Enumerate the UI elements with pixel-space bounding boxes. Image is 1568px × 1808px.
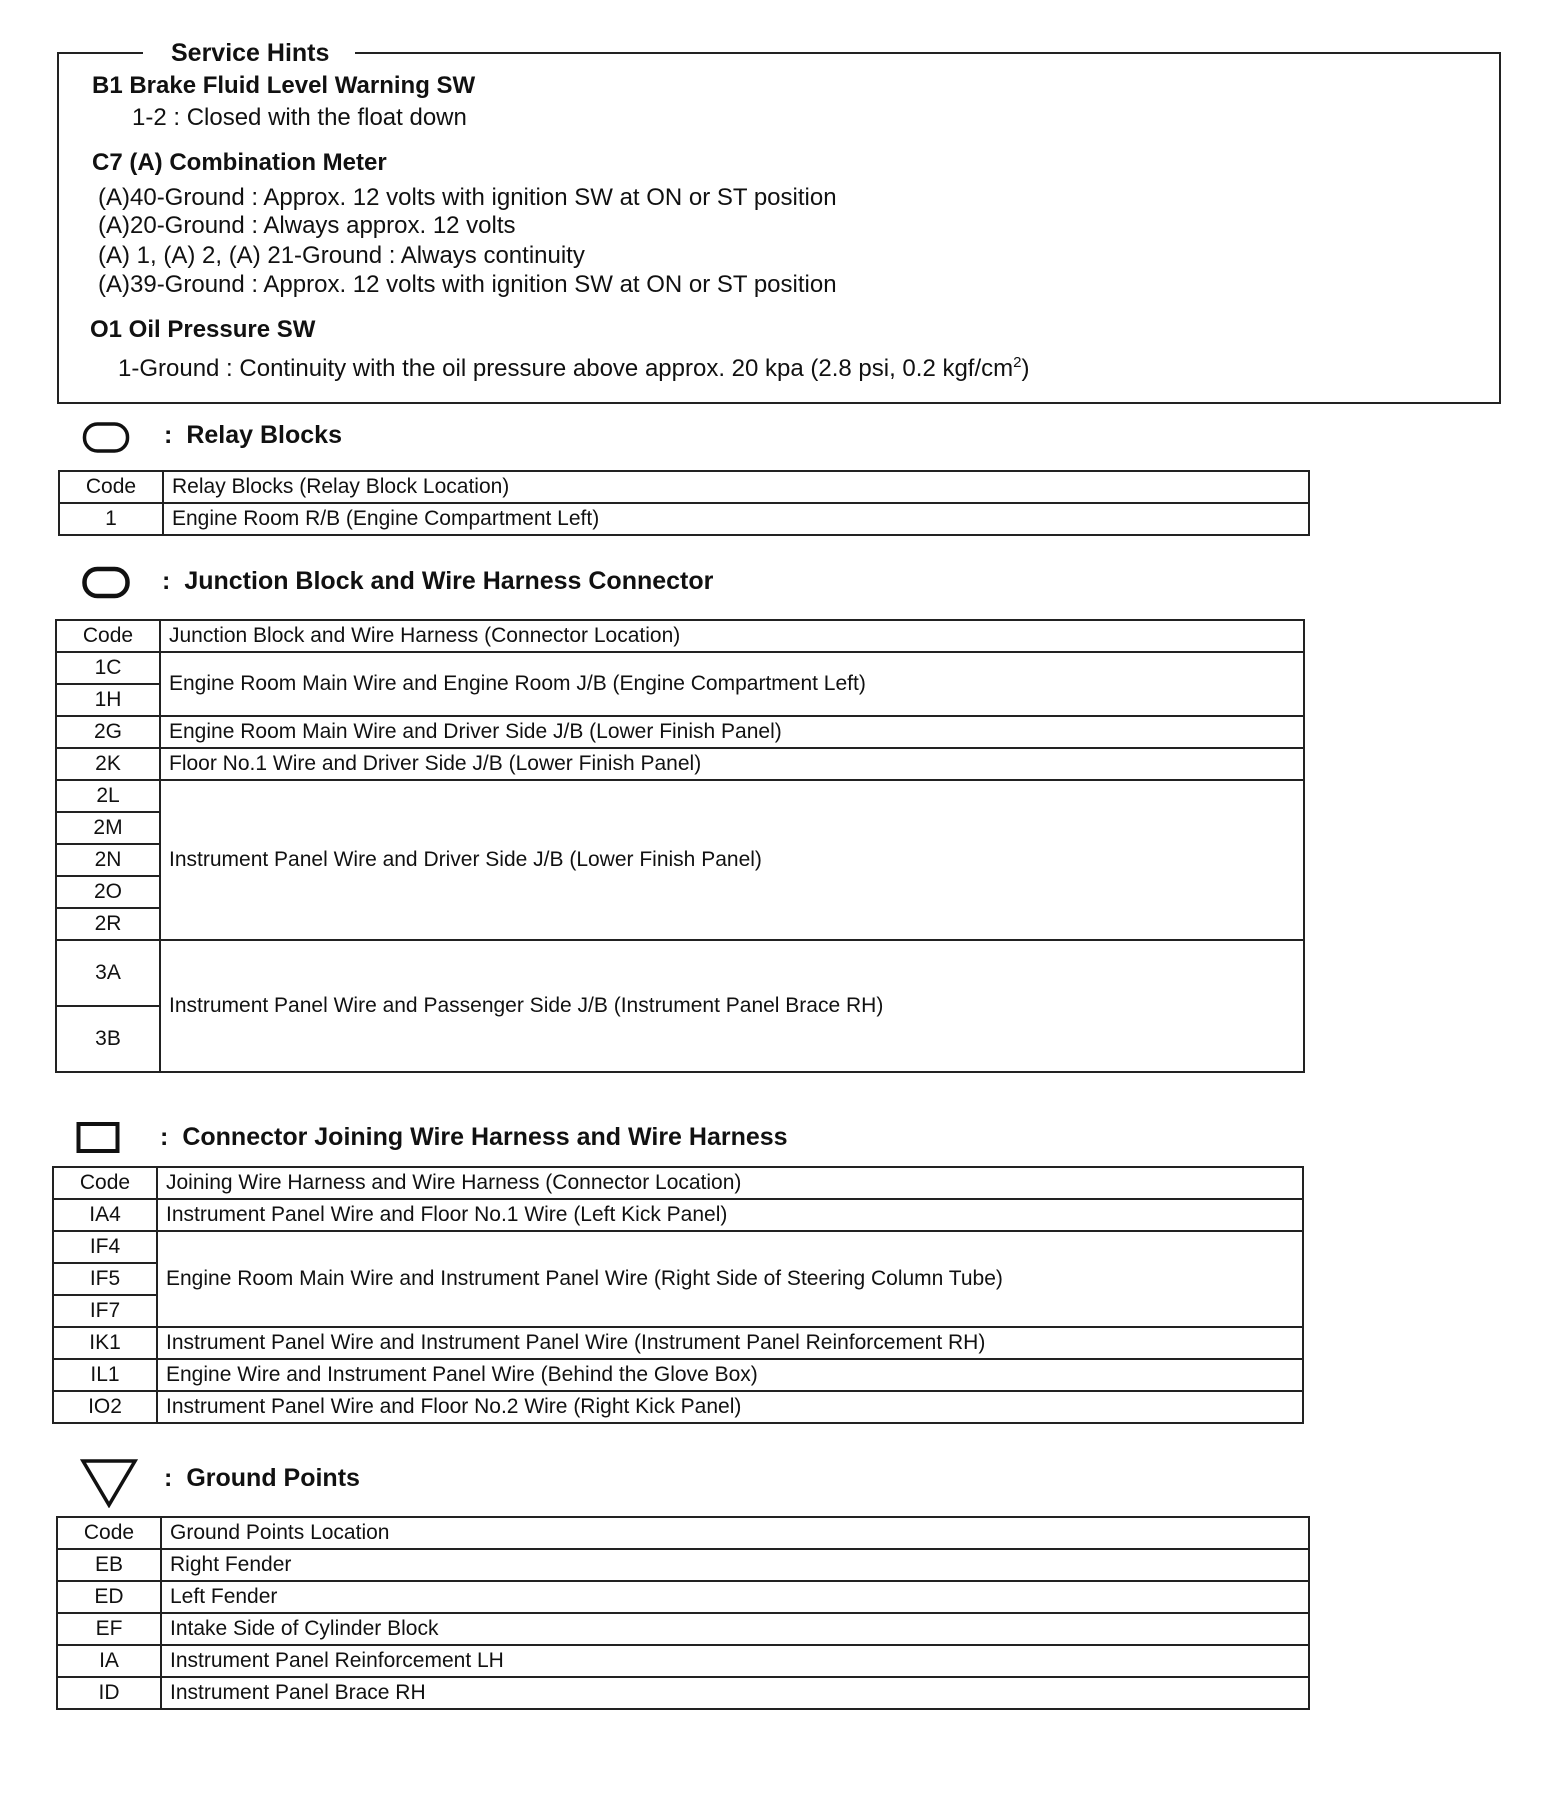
connector-table <box>52 1166 1304 1424</box>
table-row <box>56 652 1304 684</box>
hint-o1-superscript: 2 <box>1013 354 1022 371</box>
row-code: IF4 <box>53 1231 157 1263</box>
header-code: Code <box>59 471 163 503</box>
table-row <box>53 1231 1303 1263</box>
table-row <box>57 1613 1309 1645</box>
connector-title: Connector Joining Wire Harness and Wire Harness <box>182 1123 788 1151</box>
row-location: Engine Wire and Instrument Panel Wire (Behind the Glove Box) <box>157 1359 1303 1391</box>
row-code: 3B <box>56 1006 160 1072</box>
row-location: Floor No.1 Wire and Driver Side J/B (Lower Finish Panel) <box>160 748 1304 780</box>
header-code: Code <box>56 620 160 652</box>
table-row <box>53 1359 1303 1391</box>
row-code: IK1 <box>53 1327 157 1359</box>
row-code: 2G <box>56 716 160 748</box>
row-location: Instrument Panel Wire and Passenger Side J/B (Instrument Panel Brace RH) <box>160 940 1304 1072</box>
junction-block-heading <box>162 566 713 596</box>
junction-block-colon: : <box>162 567 171 595</box>
hint-c7-line-1: (A)40-Ground : Approx. 12 volts with ignition SW at ON or ST position <box>98 184 837 211</box>
hint-b1-heading: B1 Brake Fluid Level Warning SW <box>92 72 476 99</box>
table-row <box>57 1645 1309 1677</box>
junction-block-symbol-icon <box>82 566 132 600</box>
connector-heading <box>160 1122 788 1152</box>
connector-colon: : <box>160 1123 169 1151</box>
table-row <box>56 748 1304 780</box>
row-location: Engine Room Main Wire and Instrument Panel Wire (Right Side of Steering Column Tube) <box>157 1231 1303 1327</box>
row-code: 1H <box>56 684 160 716</box>
row-code: IF5 <box>53 1263 157 1295</box>
table-row <box>53 1199 1303 1231</box>
row-location: Engine Room Main Wire and Driver Side J/B (Lower Finish Panel) <box>160 716 1304 748</box>
row-code: 1 <box>59 503 163 535</box>
ground-point-symbol-icon <box>80 1458 138 1508</box>
relay-block-symbol-icon <box>82 421 132 455</box>
row-code: IA <box>57 1645 161 1677</box>
table-row <box>56 940 1304 1006</box>
connector-symbol-icon <box>76 1121 122 1155</box>
ground-points-colon: : <box>164 1464 173 1492</box>
row-code: 2R <box>56 908 160 940</box>
table-header-row <box>53 1167 1303 1199</box>
relay-blocks-title: Relay Blocks <box>186 421 342 449</box>
table-header-row <box>59 471 1309 503</box>
row-location: Engine Room Main Wire and Engine Room J/B (Engine Compartment Left) <box>160 652 1304 716</box>
row-location: Right Fender <box>161 1549 1309 1581</box>
junction-block-table <box>55 619 1305 1073</box>
hint-o1-heading: O1 Oil Pressure SW <box>90 316 316 343</box>
row-location: Instrument Panel Wire and Instrument Panel Wire (Instrument Panel Reinforcement RH) <box>157 1327 1303 1359</box>
table-row <box>57 1677 1309 1709</box>
table-row <box>59 503 1309 535</box>
row-code: IA4 <box>53 1199 157 1231</box>
row-location: Intake Side of Cylinder Block <box>161 1613 1309 1645</box>
hint-c7-line-4: (A)39-Ground : Approx. 12 volts with ignition SW at ON or ST position <box>98 271 837 298</box>
row-code: 2O <box>56 876 160 908</box>
table-header-row <box>56 620 1304 652</box>
hint-o1-text: 1-Ground : Continuity with the oil pressure above approx. 20 kpa (2.8 psi, 0.2 kgf/cm <box>118 355 1014 382</box>
header-location: Relay Blocks (Relay Block Location) <box>163 471 1309 503</box>
hint-c7-heading: C7 (A) Combination Meter <box>92 149 387 176</box>
service-hints-title: Service Hints <box>143 38 355 68</box>
ground-points-heading <box>164 1463 360 1493</box>
row-code: 2K <box>56 748 160 780</box>
header-location: Junction Block and Wire Harness (Connector Location) <box>160 620 1304 652</box>
row-code: 3A <box>56 940 160 1006</box>
hint-b1-line: 1-2 : Closed with the float down <box>132 104 467 131</box>
row-code: IF7 <box>53 1295 157 1327</box>
row-code: ID <box>57 1677 161 1709</box>
header-code: Code <box>53 1167 157 1199</box>
row-location: Instrument Panel Wire and Floor No.2 Wire (Right Kick Panel) <box>157 1391 1303 1423</box>
row-code: 1C <box>56 652 160 684</box>
header-location: Ground Points Location <box>161 1517 1309 1549</box>
table-row <box>56 716 1304 748</box>
hint-c7-line-3: (A) 1, (A) 2, (A) 21-Ground : Always continuity <box>98 242 585 269</box>
relay-blocks-table <box>58 470 1310 536</box>
row-code: 2M <box>56 812 160 844</box>
row-code: 2N <box>56 844 160 876</box>
table-row <box>57 1581 1309 1613</box>
row-code: ED <box>57 1581 161 1613</box>
table-header-row <box>57 1517 1309 1549</box>
hint-o1-tail: ) <box>1021 355 1030 382</box>
row-location: Instrument Panel Brace RH <box>161 1677 1309 1709</box>
hint-o1-line <box>118 348 1029 383</box>
table-row <box>53 1327 1303 1359</box>
header-code: Code <box>57 1517 161 1549</box>
row-code: IL1 <box>53 1359 157 1391</box>
row-location: Instrument Panel Wire and Floor No.1 Wire (Left Kick Panel) <box>157 1199 1303 1231</box>
row-location: Left Fender <box>161 1581 1309 1613</box>
hint-c7-line-2: (A)20-Ground : Always approx. 12 volts <box>98 212 516 239</box>
relay-blocks-colon: : <box>164 421 173 449</box>
row-code: 2L <box>56 780 160 812</box>
row-location: Instrument Panel Wire and Driver Side J/B (Lower Finish Panel) <box>160 780 1304 940</box>
ground-points-title: Ground Points <box>186 1464 360 1492</box>
row-code: EB <box>57 1549 161 1581</box>
table-row <box>57 1549 1309 1581</box>
row-location: Instrument Panel Reinforcement LH <box>161 1645 1309 1677</box>
row-code: IO2 <box>53 1391 157 1423</box>
header-location: Joining Wire Harness and Wire Harness (Connector Location) <box>157 1167 1303 1199</box>
ground-points-table <box>56 1516 1310 1710</box>
junction-block-title: Junction Block and Wire Harness Connector <box>184 567 714 595</box>
relay-blocks-heading <box>164 420 342 450</box>
table-row <box>53 1391 1303 1423</box>
row-location: Engine Room R/B (Engine Compartment Left) <box>163 503 1309 535</box>
row-code: EF <box>57 1613 161 1645</box>
table-row <box>56 780 1304 812</box>
